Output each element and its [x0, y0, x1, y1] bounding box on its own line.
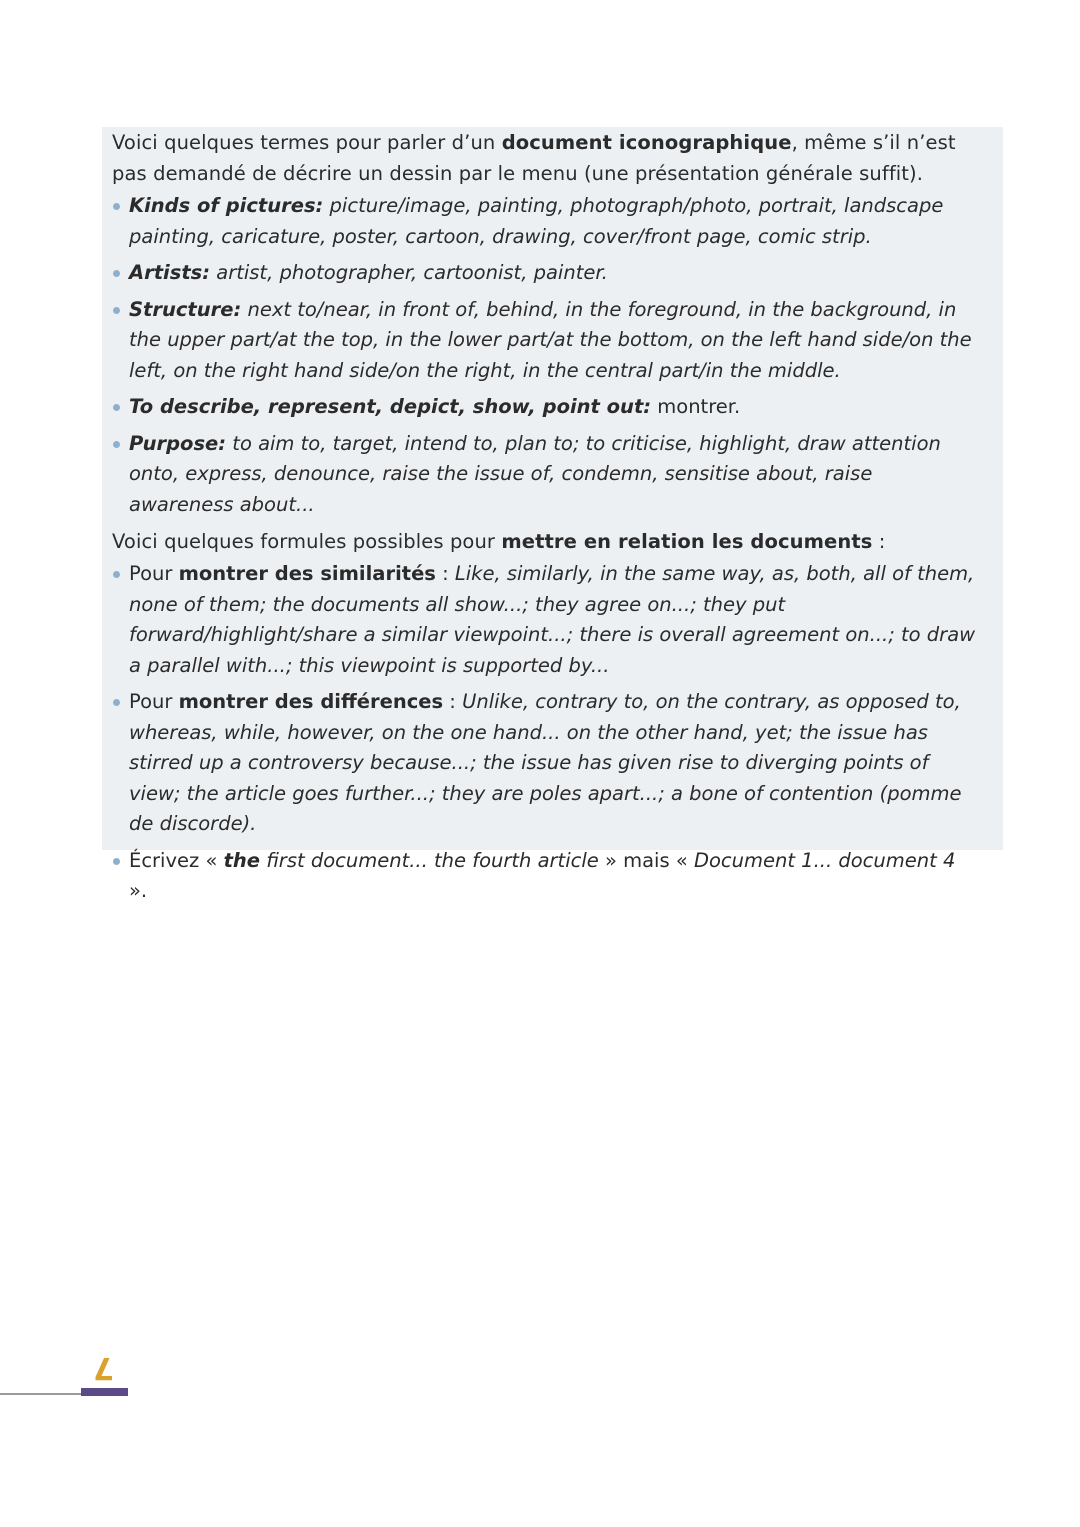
- page-number: 7: [93, 1350, 114, 1385]
- bullet-icon: [113, 270, 120, 277]
- list-item: Structure: next to/near, in front of, behind, in the foreground, in the background, in the upper part/at the top, in the lower part/at the bottom, on the left hand side/on the left, on the right hand side/on the right, in the central part/in the middle.: [112, 295, 979, 387]
- bullet-icon: [113, 571, 120, 578]
- list-item: Kinds of pictures: picture/image, painting, photograph/photo, portrait, landscape painting, caricature, poster, cartoon, drawing, cover/front page, comic strip.: [112, 191, 979, 252]
- list-item: Purpose: to aim to, target, intend to, plan to; to criticise, highlight, draw attention onto, express, denounce, raise the issue of, condemn, sensitise about, raise awareness about...: [112, 429, 979, 521]
- terms-list: [112, 191, 979, 520]
- list-item: Écrivez « the first document... the fourth article » mais « Document 1... document 4 ».: [112, 846, 979, 907]
- bullet-icon: [113, 203, 120, 210]
- list-item: To describe, represent, depict, show, point out: montrer.: [112, 392, 979, 423]
- list-item: Pour montrer des similarités : Like, similarly, in the same way, as, both, all of them, none of them; the documents all show...; they agree on...; they put forward/highlight/share a similar viewpoint...; there is overall agreement on...; to draw a parallel with...; this viewpoint is supported by...: [112, 559, 979, 681]
- intro-paragraph-2: Voici quelques formules possibles pour mettre en relation les documents :: [112, 530, 886, 553]
- relations-list: [112, 559, 979, 907]
- bullet-icon: [113, 441, 120, 448]
- bullet-icon: [113, 858, 120, 865]
- page-marker-bar: [81, 1388, 128, 1396]
- bullet-icon: [113, 307, 120, 314]
- intro-paragraph-1: Voici quelques termes pour parler d’un document iconographique, même s’il n’est pas demandé de décrire un dessin par le menu (une présentation générale suffit).: [112, 131, 956, 185]
- list-item: Pour montrer des différences : Unlike, contrary to, on the contrary, as opposed to, whereas, while, however, on the one hand... on the other hand, yet; the issue has stirred up a controversy because...; the issue has given rise to diverging points of view; the article goes further...; they are poles apart...; a bone of contention (pomme de discorde).: [112, 687, 979, 840]
- bullet-icon: [113, 404, 120, 411]
- bullet-icon: [113, 699, 120, 706]
- vocabulary-box: [102, 127, 1003, 902]
- list-item: Artists: artist, photographer, cartoonist, painter.: [112, 258, 979, 289]
